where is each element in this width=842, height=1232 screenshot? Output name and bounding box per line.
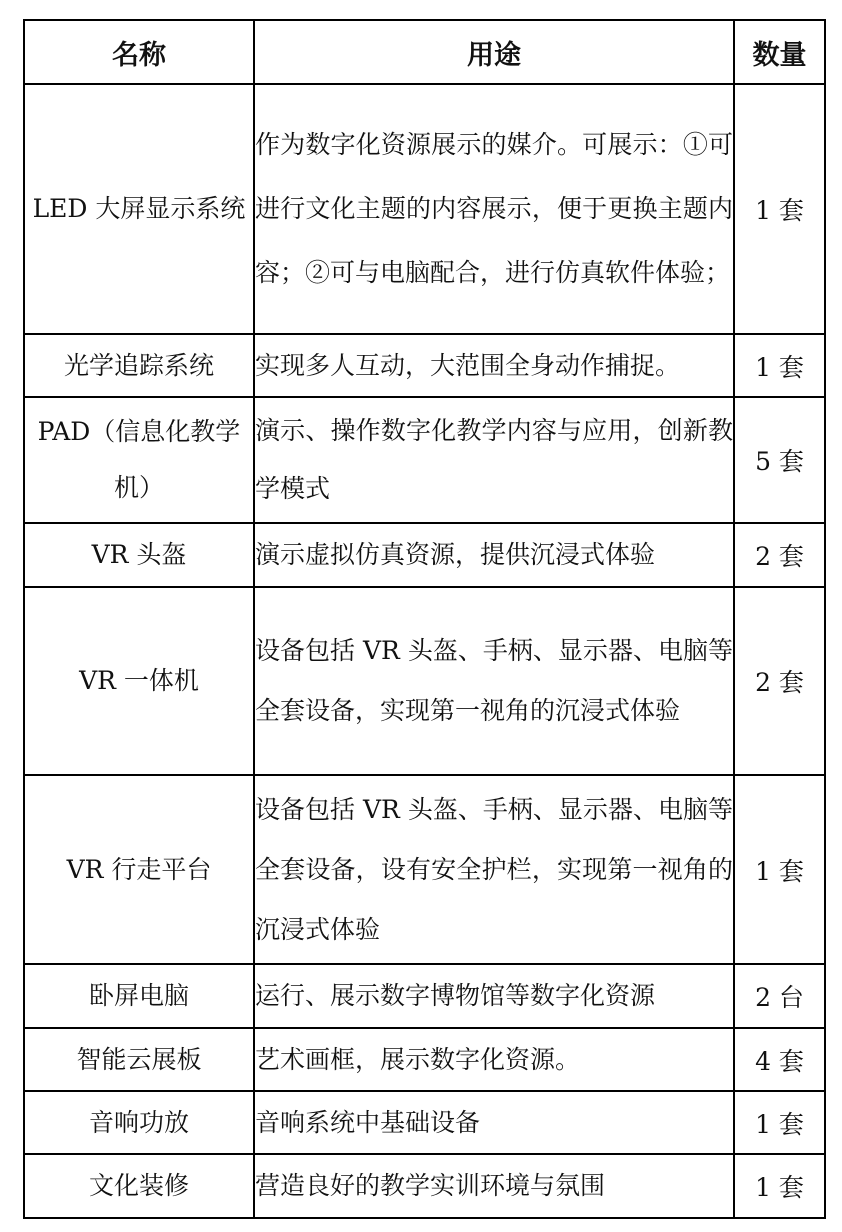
item-quantity: 2 套 — [734, 523, 825, 587]
header-name: 名称 — [24, 20, 254, 84]
table-row — [24, 334, 825, 397]
item-use: 音响系统中基础设备 — [254, 1091, 734, 1154]
item-name: 音响功放 — [24, 1091, 254, 1154]
item-quantity: 4 套 — [734, 1028, 825, 1091]
item-name: 光学追踪系统 — [24, 334, 254, 397]
header-use: 用途 — [254, 20, 734, 84]
item-name: LED 大屏显示系统 — [24, 84, 254, 334]
item-use: 实现多人互动，大范围全身动作捕捉。 — [254, 334, 734, 397]
table-row — [24, 397, 825, 523]
table-row — [24, 964, 825, 1028]
item-name: PAD（信息化教学机） — [24, 397, 254, 523]
item-use: 运行、展示数字博物馆等数字化资源 — [254, 964, 734, 1028]
item-use: 演示虚拟仿真资源，提供沉浸式体验 — [254, 523, 734, 587]
item-name: 卧屏电脑 — [24, 964, 254, 1028]
item-name: 文化装修 — [24, 1154, 254, 1218]
item-use: 作为数字化资源展示的媒介。可展示：①可进行文化主题的内容展示，便于更换主题内容；②可与电脑配合，进行仿真软件体验； — [254, 84, 734, 334]
item-use: 艺术画框，展示数字化资源。 — [254, 1028, 734, 1091]
table-row — [24, 587, 825, 775]
item-use: 营造良好的教学实训环境与氛围 — [254, 1154, 734, 1218]
table-row — [24, 775, 825, 964]
item-quantity: 2 台 — [734, 964, 825, 1028]
equipment-table — [23, 19, 826, 1219]
item-name: VR 行走平台 — [24, 775, 254, 964]
table-row — [24, 523, 825, 587]
header-row — [24, 20, 825, 84]
item-quantity: 1 套 — [734, 84, 825, 334]
item-use: 演示、操作数字化教学内容与应用，创新教学模式 — [254, 397, 734, 523]
item-name: VR 头盔 — [24, 523, 254, 587]
item-quantity: 1 套 — [734, 1091, 825, 1154]
item-use: 设备包括 VR 头盔、手柄、显示器、电脑等全套设备，实现第一视角的沉浸式体验 — [254, 587, 734, 775]
table-row — [24, 1091, 825, 1154]
item-quantity: 1 套 — [734, 1154, 825, 1218]
item-quantity: 1 套 — [734, 775, 825, 964]
table-row — [24, 1028, 825, 1091]
item-quantity: 2 套 — [734, 587, 825, 775]
item-quantity: 1 套 — [734, 334, 825, 397]
item-name: VR 一体机 — [24, 587, 254, 775]
item-use: 设备包括 VR 头盔、手柄、显示器、电脑等全套设备，设有安全护栏，实现第一视角的沉浸式体验 — [254, 775, 734, 964]
table-row — [24, 84, 825, 334]
item-name: 智能云展板 — [24, 1028, 254, 1091]
header-quantity: 数量 — [734, 20, 825, 84]
table-row — [24, 1154, 825, 1218]
item-quantity: 5 套 — [734, 397, 825, 523]
